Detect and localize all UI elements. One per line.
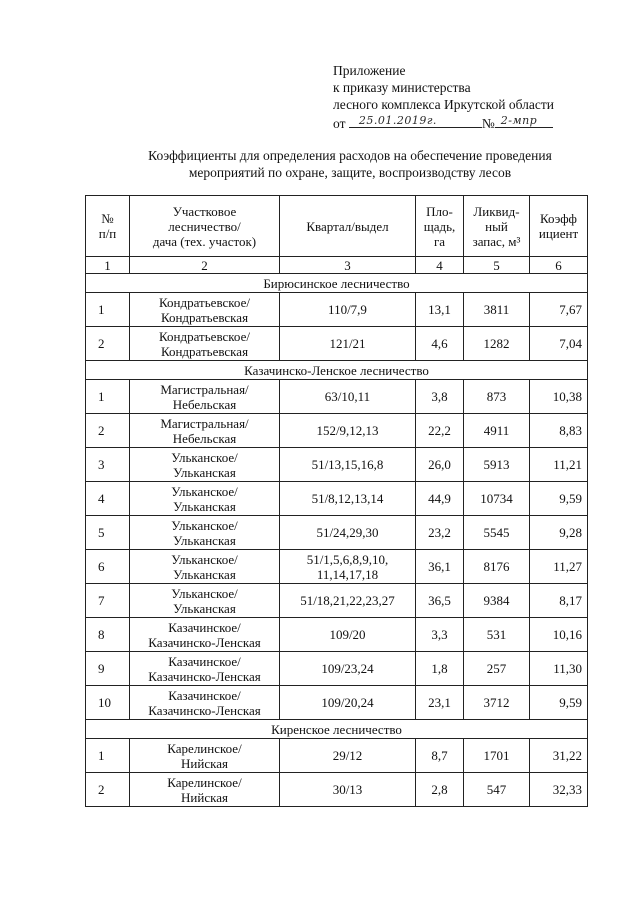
row-stock: 10734 <box>464 482 530 516</box>
row-quarter: 51/24,29,30 <box>280 516 416 550</box>
colnum-1: 1 <box>86 257 130 274</box>
row-coefficient: 7,04 <box>530 327 588 361</box>
section-row <box>86 361 588 380</box>
header-stock: Ликвид- ный запас, м³ <box>464 196 530 257</box>
header-forestry: Участковое лесничество/ дача (тех. участок) <box>130 196 280 257</box>
title-line-1: Коэффициенты для определения расходов на обеспечение проведения <box>148 148 552 163</box>
row-quarter: 63/10,11 <box>280 380 416 414</box>
row-stock: 5913 <box>464 448 530 482</box>
row-forestry: Казачинское/ Казачинско-Ленская <box>130 686 280 720</box>
header-line-ministry: лесного комплекса Иркутской области <box>333 97 554 112</box>
colnum-3: 3 <box>280 257 416 274</box>
header-line-appendix: Приложение <box>333 63 406 78</box>
header-area: Пло- щадь, га <box>416 196 464 257</box>
row-quarter: 121/21 <box>280 327 416 361</box>
section-row <box>86 720 588 739</box>
number-line <box>495 113 553 128</box>
row-quarter: 51/18,21,22,23,27 <box>280 584 416 618</box>
handwritten-number: 2-мпр <box>500 114 538 127</box>
row-area: 8,7 <box>416 739 464 773</box>
row-area: 4,6 <box>416 327 464 361</box>
column-number-row <box>86 257 588 274</box>
row-coefficient: 8,83 <box>530 414 588 448</box>
header-date-number-line <box>333 113 554 132</box>
row-number: 1 <box>86 293 130 327</box>
row-stock: 3811 <box>464 293 530 327</box>
row-stock: 4911 <box>464 414 530 448</box>
colnum-5: 5 <box>464 257 530 274</box>
row-area: 13,1 <box>416 293 464 327</box>
row-quarter: 51/13,15,16,8 <box>280 448 416 482</box>
row-area: 26,0 <box>416 448 464 482</box>
number-label: № <box>481 116 495 131</box>
row-number: 9 <box>86 652 130 686</box>
row-coefficient: 10,38 <box>530 380 588 414</box>
table-row <box>86 380 588 414</box>
table-row <box>86 414 588 448</box>
section-name: Киренское лесничество <box>86 720 588 739</box>
row-quarter: 152/9,12,13 <box>280 414 416 448</box>
row-forestry: Карелинское/ Нийская <box>130 739 280 773</box>
row-area: 3,3 <box>416 618 464 652</box>
row-forestry: Магистральная/ Небельская <box>130 380 280 414</box>
row-stock: 3712 <box>464 686 530 720</box>
row-number: 1 <box>86 380 130 414</box>
row-number: 5 <box>86 516 130 550</box>
header-quarter: Квартал/выдел <box>280 196 416 257</box>
table-body <box>86 274 588 807</box>
document-title <box>80 147 620 181</box>
section-row <box>86 274 588 293</box>
row-coefficient: 9,59 <box>530 686 588 720</box>
row-quarter: 109/20 <box>280 618 416 652</box>
table-row <box>86 482 588 516</box>
row-area: 22,2 <box>416 414 464 448</box>
row-number: 8 <box>86 618 130 652</box>
row-coefficient: 8,17 <box>530 584 588 618</box>
table-row <box>86 773 588 807</box>
row-stock: 8176 <box>464 550 530 584</box>
row-coefficient: 9,28 <box>530 516 588 550</box>
row-coefficient: 11,30 <box>530 652 588 686</box>
table-row <box>86 293 588 327</box>
row-coefficient: 31,22 <box>530 739 588 773</box>
row-area: 36,5 <box>416 584 464 618</box>
row-forestry: Ульканское/ Ульканская <box>130 584 280 618</box>
row-coefficient: 10,16 <box>530 618 588 652</box>
row-stock: 1701 <box>464 739 530 773</box>
row-stock: 531 <box>464 618 530 652</box>
row-number: 1 <box>86 739 130 773</box>
table-row <box>86 584 588 618</box>
row-stock: 873 <box>464 380 530 414</box>
colnum-4: 4 <box>416 257 464 274</box>
header-number: № п/п <box>86 196 130 257</box>
row-coefficient: 32,33 <box>530 773 588 807</box>
row-area: 1,8 <box>416 652 464 686</box>
row-number: 2 <box>86 414 130 448</box>
colnum-6: 6 <box>530 257 588 274</box>
row-number: 6 <box>86 550 130 584</box>
table-row <box>86 739 588 773</box>
section-name: Бирюсинское лесничество <box>86 274 588 293</box>
coefficients-table <box>85 195 588 807</box>
row-forestry: Карелинское/ Нийская <box>130 773 280 807</box>
row-quarter: 51/8,12,13,14 <box>280 482 416 516</box>
row-area: 23,2 <box>416 516 464 550</box>
section-name: Казачинско-Ленское лесничество <box>86 361 588 380</box>
row-quarter: 30/13 <box>280 773 416 807</box>
table-row <box>86 550 588 584</box>
row-stock: 257 <box>464 652 530 686</box>
row-coefficient: 11,21 <box>530 448 588 482</box>
row-coefficient: 9,59 <box>530 482 588 516</box>
row-number: 10 <box>86 686 130 720</box>
row-forestry: Ульканское/ Ульканская <box>130 550 280 584</box>
date-line <box>349 113 482 128</box>
table-row <box>86 327 588 361</box>
row-coefficient: 7,67 <box>530 293 588 327</box>
row-quarter: 29/12 <box>280 739 416 773</box>
row-forestry: Ульканское/ Ульканская <box>130 482 280 516</box>
row-stock: 9384 <box>464 584 530 618</box>
row-forestry: Ульканское/ Ульканская <box>130 448 280 482</box>
row-forestry: Кондратьевское/ Кондратьевская <box>130 327 280 361</box>
table-row <box>86 686 588 720</box>
handwritten-date: 25.01.2019г. <box>358 114 437 127</box>
order-header <box>333 62 554 132</box>
from-label: от <box>333 116 346 131</box>
row-number: 2 <box>86 773 130 807</box>
row-stock: 5545 <box>464 516 530 550</box>
row-forestry: Ульканское/ Ульканская <box>130 516 280 550</box>
row-forestry: Кондратьевское/ Кондратьевская <box>130 293 280 327</box>
row-area: 36,1 <box>416 550 464 584</box>
table-header-row <box>86 196 588 257</box>
table-row <box>86 618 588 652</box>
row-forestry: Казачинское/ Казачинско-Ленская <box>130 652 280 686</box>
row-number: 7 <box>86 584 130 618</box>
header-coefficient: Коэфф ициент <box>530 196 588 257</box>
header-line-order: к приказу министерства <box>333 80 471 95</box>
title-line-2: мероприятий по охране, защите, воспроизводству лесов <box>188 165 512 180</box>
table-row <box>86 448 588 482</box>
row-stock: 1282 <box>464 327 530 361</box>
row-area: 3,8 <box>416 380 464 414</box>
table-row <box>86 516 588 550</box>
row-forestry: Казачинское/ Казачинско-Ленская <box>130 618 280 652</box>
row-area: 2,8 <box>416 773 464 807</box>
row-number: 4 <box>86 482 130 516</box>
row-stock: 547 <box>464 773 530 807</box>
row-number: 2 <box>86 327 130 361</box>
row-forestry: Магистральная/ Небельская <box>130 414 280 448</box>
row-quarter: 110/7,9 <box>280 293 416 327</box>
row-quarter: 109/23,24 <box>280 652 416 686</box>
table-row <box>86 652 588 686</box>
row-quarter: 109/20,24 <box>280 686 416 720</box>
row-area: 23,1 <box>416 686 464 720</box>
row-quarter: 51/1,5,6,8,9,10, 11,14,17,18 <box>280 550 416 584</box>
colnum-2: 2 <box>130 257 280 274</box>
row-coefficient: 11,27 <box>530 550 588 584</box>
row-area: 44,9 <box>416 482 464 516</box>
row-number: 3 <box>86 448 130 482</box>
